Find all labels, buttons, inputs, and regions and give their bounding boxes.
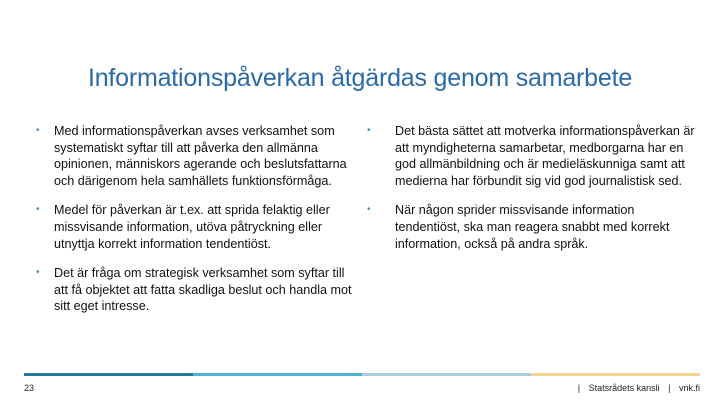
footer-site: vnk.fi [678,383,700,393]
bullet-item: • Det är fråga om strategisk verksamhet som syftar till att få objektet att fatta skadliga beslut och handla mot sitt eget intresse. [36,266,352,314]
bullet-icon: • [367,125,371,136]
footer: | Statsrådets kansli | vnk.fi [577,383,700,393]
footer-org: Statsrådets kansli [588,383,660,393]
footer-color-bar [24,373,700,376]
slide-title: Informationspåverkan åtgärdas genom samarbete [87,64,633,92]
left-bullet-list [36,123,354,328]
bar-segment [362,373,531,376]
bullet-icon: • [36,204,40,216]
bullet-item: • Det bästa sättet att motverka informationspåverkan är att myndigheterna samarbetar, medborgarna har en god allmänbildning och är medieläskunniga samt att medierna har förbundit sig vid god journalistisk sed. [367,124,695,188]
bar-segment [531,373,700,376]
bullet-item: • Med informationspåverkan avses verksamhet som systematiskt syftar till att påverka den allmänna opinionen, människors agerande och beslutsfattarna och därigenom hela samhällets funktionsförmåga. [36,124,347,188]
bullet-icon: • [367,204,371,216]
page-number: 23 [24,383,35,393]
bar-segment [193,373,362,376]
bullet-item: • När någon sprider missvisande information tendentiöst, ska man reagera snabbt med korrekt information, också på andra språk. [367,203,670,251]
right-bullet-list [367,123,695,265]
bullet-icon: • [36,267,40,279]
bullet-item: • Medel för påverkan är t.ex. att sprida felaktig eller missvisande information, utöva påtryckning eller utnyttja korrekt information tendentiöst. [36,203,330,251]
bullet-icon: • [36,125,40,136]
bar-segment [24,373,193,376]
